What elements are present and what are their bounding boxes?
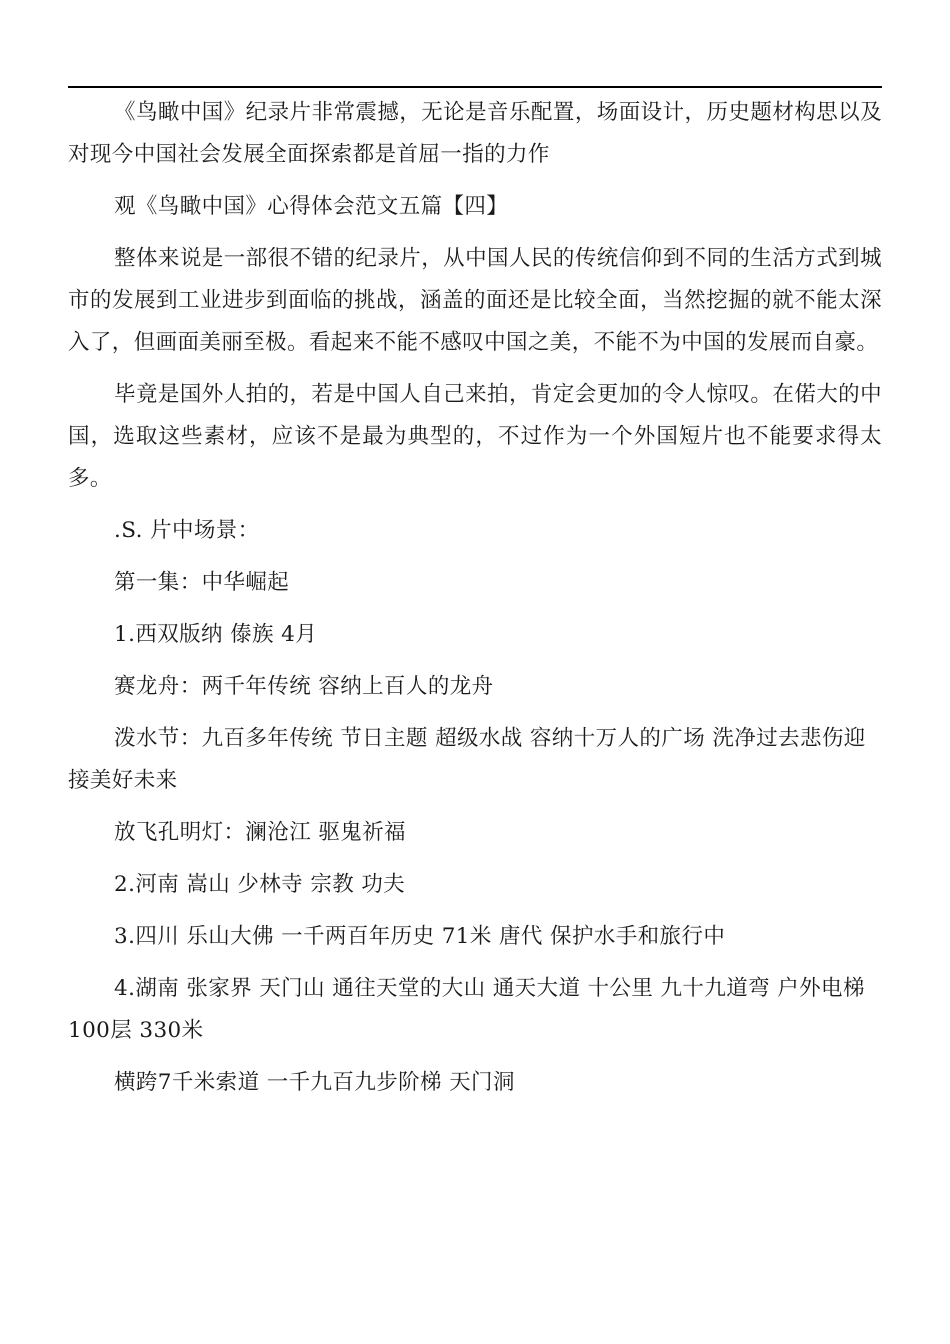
paragraph-overview: 整体来说是一部很不错的纪录片，从中国人民的传统信仰到不同的生活方式到城市的发展到工业进步到面临的挑战，涵盖的面还是比较全面，当然挖掘的就不能太深入了，但画面美丽至极。看起来不能不感叹中国之美，不能不为中国的发展而自豪。 <box>68 246 882 355</box>
paragraph-intro: 《鸟瞰中国》纪录片非常震撼，无论是音乐配置，场面设计，历史题材构思以及对现今中国社会发展全面探索都是首屈一指的力作 <box>68 100 882 167</box>
section-heading: 观《鸟瞰中国》心得体会范文五篇【四】 <box>114 194 509 219</box>
list-item: 2.河南 嵩山 少林寺 宗教 功夫 <box>114 872 406 897</box>
list-item: 横跨7千米索道 一千九百九步阶梯 天门洞 <box>114 1070 515 1095</box>
list-item: 1.西双版纳 傣族 4月 <box>114 622 318 647</box>
list-item: 赛龙舟：两千年传统 容纳上百人的龙舟 <box>114 674 494 699</box>
episode-title: 第一集：中华崛起 <box>114 570 290 595</box>
header-rule <box>68 86 882 88</box>
list-item: 放飞孔明灯：澜沧江 驱鬼祈福 <box>114 820 406 845</box>
list-item: 4.湖南 张家界 天门山 通往天堂的大山 通天大道 十公里 九十九道弯 户外电梯 100层 330米 <box>68 976 865 1043</box>
list-item: 泼水节：九百多年传统 节日主题 超级水战 容纳十万人的广场 洗净过去悲伤迎接美好未来 <box>68 726 866 793</box>
scenes-heading: .S. 片中场景： <box>114 518 260 543</box>
paragraph-comment: 毕竟是国外人拍的，若是中国人自己来拍，肯定会更加的令人惊叹。在偌大的中国，选取这些素材，应该不是最为典型的，不过作为一个外国短片也不能要求得太多。 <box>68 382 882 491</box>
list-item: 3.四川 乐山大佛 一千两百年历史 71米 唐代 保护水手和旅行中 <box>114 924 726 949</box>
document-body <box>68 92 882 1114</box>
